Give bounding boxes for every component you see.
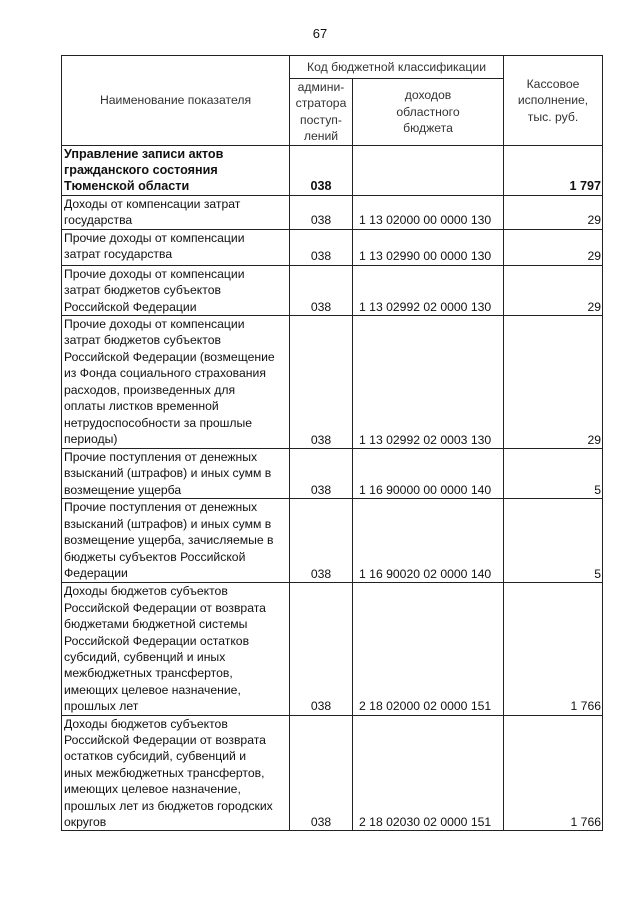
- table-row: [62, 316, 603, 449]
- row-name: Прочие поступления от денежных взысканий (штрафов) и иных сумм в возмещение ущерба: [62, 449, 290, 499]
- row-income-code: 2 18 02030 02 0000 151: [353, 715, 504, 831]
- row-income-code: 1 13 02990 00 0000 130: [353, 229, 504, 265]
- row-income-code: 1 16 90000 00 0000 140: [353, 449, 504, 499]
- row-name: Прочие доходы от компенсации затрат бюджетов субъектов Российской Федерации: [62, 265, 290, 315]
- row-admin-code: 038: [290, 195, 353, 229]
- header-amount: Кассовое исполнение, тыс. руб.: [504, 56, 603, 146]
- row-amount: 5: [504, 499, 603, 583]
- row-name: Прочие доходы от компенсации затрат бюджетов субъектов Российской Федерации (возмещение из Фонда социального страхования расходов, произведенных для оплаты листков временной нетрудоспособности за прошлые периоды): [62, 316, 290, 449]
- row-name: Прочие доходы от компенсации затрат государства: [62, 229, 290, 265]
- table-row: [62, 195, 603, 229]
- row-income-code: 1 13 02992 02 0000 130: [353, 265, 504, 315]
- row-income-code: [353, 145, 504, 195]
- header-admin: админи- стратора поступ- лений: [290, 79, 353, 146]
- table-row: [62, 145, 603, 195]
- row-name: Доходы от компенсации затрат государства: [62, 195, 290, 229]
- row-amount: 29: [504, 316, 603, 449]
- row-amount: 1 766: [504, 583, 603, 715]
- row-admin-code: 038: [290, 715, 353, 831]
- row-income-code: 1 16 90020 02 0000 140: [353, 499, 504, 583]
- header-income: доходов областного бюджета: [353, 79, 504, 146]
- table-row: [62, 583, 603, 715]
- row-admin-code: 038: [290, 316, 353, 449]
- row-amount: 1 766: [504, 715, 603, 831]
- row-amount: 5: [504, 449, 603, 499]
- budget-table: [61, 55, 603, 831]
- table-row: [62, 449, 603, 499]
- row-admin-code: 038: [290, 499, 353, 583]
- page-number: 67: [312, 26, 328, 41]
- table-row: [62, 499, 603, 583]
- row-name: Доходы бюджетов субъектов Российской Федерации от возврата бюджетами бюджетной системы Российской Федерации остатков субсидий, субвенций и иных межбюджетных трансфертов, имеющих целевое назначение, прошлых лет: [62, 583, 290, 715]
- row-admin-code: 038: [290, 265, 353, 315]
- row-amount: 29: [504, 265, 603, 315]
- row-admin-code: 038: [290, 145, 353, 195]
- row-admin-code: 038: [290, 229, 353, 265]
- row-income-code: 1 13 02992 02 0003 130: [353, 316, 504, 449]
- table-row: [62, 229, 603, 265]
- row-name: Прочие поступления от денежных взысканий (штрафов) и иных сумм в возмещение ущерба, зачисляемые в бюджеты субъектов Российской Федерации: [62, 499, 290, 583]
- table-row: [62, 715, 603, 831]
- row-amount: 1 797: [504, 145, 603, 195]
- row-amount: 29: [504, 195, 603, 229]
- row-name: Доходы бюджетов субъектов Российской Федерации от возврата остатков субсидий, субвенций и иных межбюджетных трансфертов, имеющих целевое назначение, прошлых лет из бюджетов городских округов: [62, 715, 290, 831]
- row-admin-code: 038: [290, 583, 353, 715]
- row-income-code: 1 13 02000 00 0000 130: [353, 195, 504, 229]
- row-name: Управление записи актов гражданского состояния Тюменской области: [62, 145, 290, 195]
- header-code-group: Код бюджетной классификации: [290, 56, 504, 79]
- row-amount: 29: [504, 229, 603, 265]
- table-row: [62, 265, 603, 315]
- row-income-code: 2 18 02000 02 0000 151: [353, 583, 504, 715]
- header-name: Наименование показателя: [62, 56, 290, 146]
- row-admin-code: 038: [290, 449, 353, 499]
